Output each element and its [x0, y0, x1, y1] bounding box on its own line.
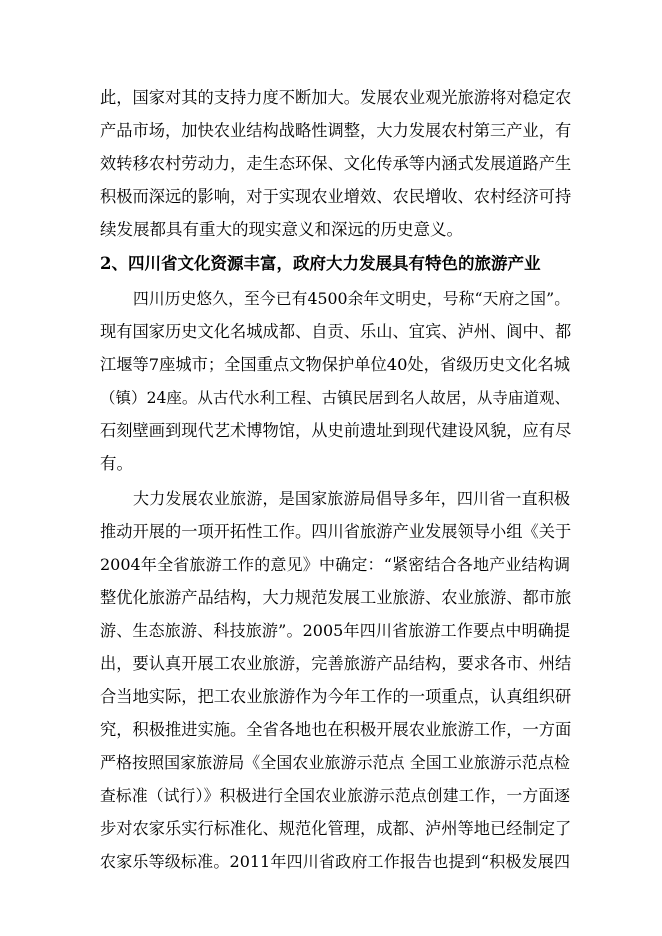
paragraph-2-line-2: 现有国家历史文化名城成都、自贡、乐山、宜宾、泸州、阆中、都 [100, 322, 572, 341]
paragraph-2-line-4: （镇）24座。从古代水利工程、古镇民居到名人故居，从寺庙道观、 [100, 389, 570, 407]
paragraph-3-line-11: 步对农家乐实行标准化、规范化管理，成都、泸州等地已经制定了 [100, 819, 572, 838]
paragraph-1-line-2: 产品市场，加快农业结构战略性调整，大力发展农村第三产业，有 [100, 121, 572, 140]
paragraph-3-line-10: 查标准（试行）》积极进行全国农业旅游示范点创建工作，一方面逐 [100, 786, 570, 805]
paragraph-1-line-4: 积极而深远的影响，对于实现农业增效、农民增收、农村经济可持 [100, 187, 572, 206]
paragraph-2-line-3: 江堰等7座城市；全国重点文物保护单位40处，省级历史文化名城 [100, 355, 570, 374]
paragraph-3-line-5: 游、生态旅游、科技旅游”。2005年四川省旅游工作要点中明确提 [100, 621, 570, 640]
paragraph-3-line-9: 严格按照国家旅游局《全国农业旅游示范点 全国工业旅游示范点检 [100, 753, 570, 772]
paragraph-2-line-1: 四川历史悠久，至今已有4500余年文明史，号称“天府之国”。 [133, 289, 570, 308]
paragraph-1-line-5: 续发展都具有重大的现实意义和深远的历史意义。 [100, 220, 463, 239]
paragraph-3-line-1: 大力发展农业旅游，是国家旅游局倡导多年，四川省一直积极 [133, 489, 570, 508]
paragraph-3-line-3: 2004年全省旅游工作的意见》中确定：“紧密结合各地产业结构调 [100, 555, 570, 574]
paragraph-3-line-12: 农家乐等级标准。2011年四川省政府工作报告也提到“积极发展四 [100, 852, 570, 871]
paragraph-3-line-8: 究，积极推进实施。全省各地也在积极开展农业旅游工作，一方面 [100, 720, 572, 739]
paragraph-2-line-6: 有。 [100, 454, 133, 473]
paragraph-3-line-4: 整优化旅游产品结构，大力规范发展工业旅游、农业旅游、都市旅 [100, 588, 572, 607]
paragraph-1-line-1: 此，国家对其的支持力度不断加大。发展农业观光旅游将对稳定农 [100, 88, 572, 107]
paragraph-2-line-5: 石刻壁画到现代艺术博物馆，从史前遗址到现代建设风貌，应有尽 [100, 421, 572, 440]
paragraph-3-line-7: 合当地实际，把工农业旅游作为今年工作的一项重点，认真组织研 [100, 687, 572, 706]
section-heading: 2、四川省文化资源丰富，政府大力发展具有特色的旅游产业 [100, 254, 541, 273]
paragraph-1-line-3: 效转移农村劳动力，走生态环保、文化传承等内涵式发展道路产生 [100, 154, 572, 173]
paragraph-3-line-6: 出，要认真开展工农业旅游，完善旅游产品结构，要求各市、州结 [100, 654, 572, 673]
paragraph-3-line-2: 推动开展的一项开拓性工作。四川省旅游产业发展领导小组《关于 [100, 522, 572, 541]
